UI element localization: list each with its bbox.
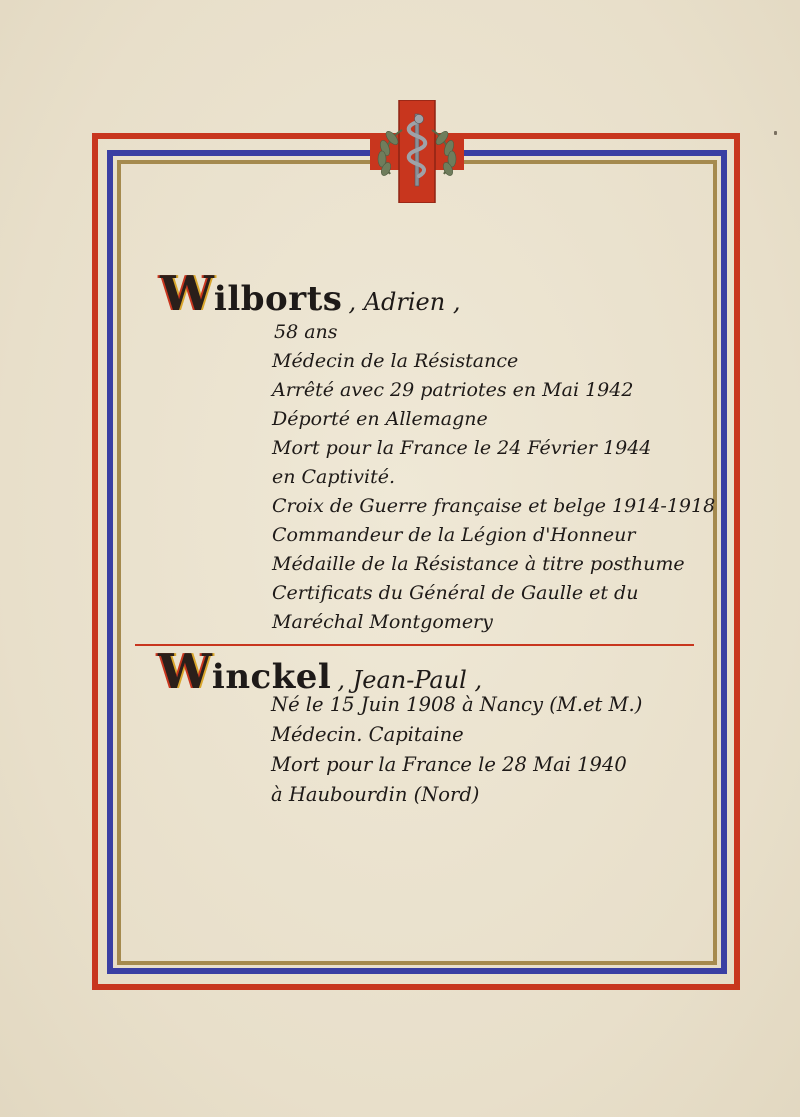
entry-details-wilborts: [272, 318, 715, 637]
surname: inckel: [211, 657, 332, 697]
detail-line: à Haubourdin (Nord): [271, 783, 480, 806]
given-name: , Jean-Paul ,: [337, 666, 483, 694]
given-name: , Adrien ,: [348, 288, 461, 316]
caduceus-red-cross-laurel-icon: [366, 100, 468, 203]
detail-line: 58 ans: [274, 321, 338, 343]
illuminated-initial: W: [160, 266, 214, 322]
detail-line: Médecin de la Résistance: [272, 350, 519, 372]
entry-details-winckel: [271, 690, 642, 810]
detail-line: Déporté en Allemagne: [272, 408, 488, 430]
detail-line: Né le 15 Juin 1908 à Nancy (M.et M.): [271, 693, 643, 716]
entry-divider: [135, 644, 694, 646]
detail-line: Arrêté avec 29 patriotes en Mai 1942: [272, 379, 634, 401]
entry-heading-wilborts: [160, 266, 461, 322]
detail-line: Mort pour la France le 24 Février 1944: [272, 437, 652, 459]
detail-line: Médecin. Capitaine: [271, 723, 464, 746]
illuminated-initial: W: [158, 644, 212, 700]
detail-line: Commandeur de la Légion d'Honneur: [272, 524, 636, 546]
surname: ilborts: [213, 279, 343, 319]
detail-line: Mort pour la France le 28 Mai 1940: [271, 753, 627, 776]
detail-line: Certificats du Général de Gaulle et du: [272, 582, 639, 604]
detail-line: Croix de Guerre française et belge 1914-1918: [272, 495, 716, 517]
paper-speck: [774, 131, 777, 135]
detail-line: Maréchal Montgomery: [272, 611, 493, 633]
detail-line: en Captivité.: [272, 466, 395, 488]
detail-line: Médaille de la Résistance à titre posthume: [272, 553, 685, 575]
